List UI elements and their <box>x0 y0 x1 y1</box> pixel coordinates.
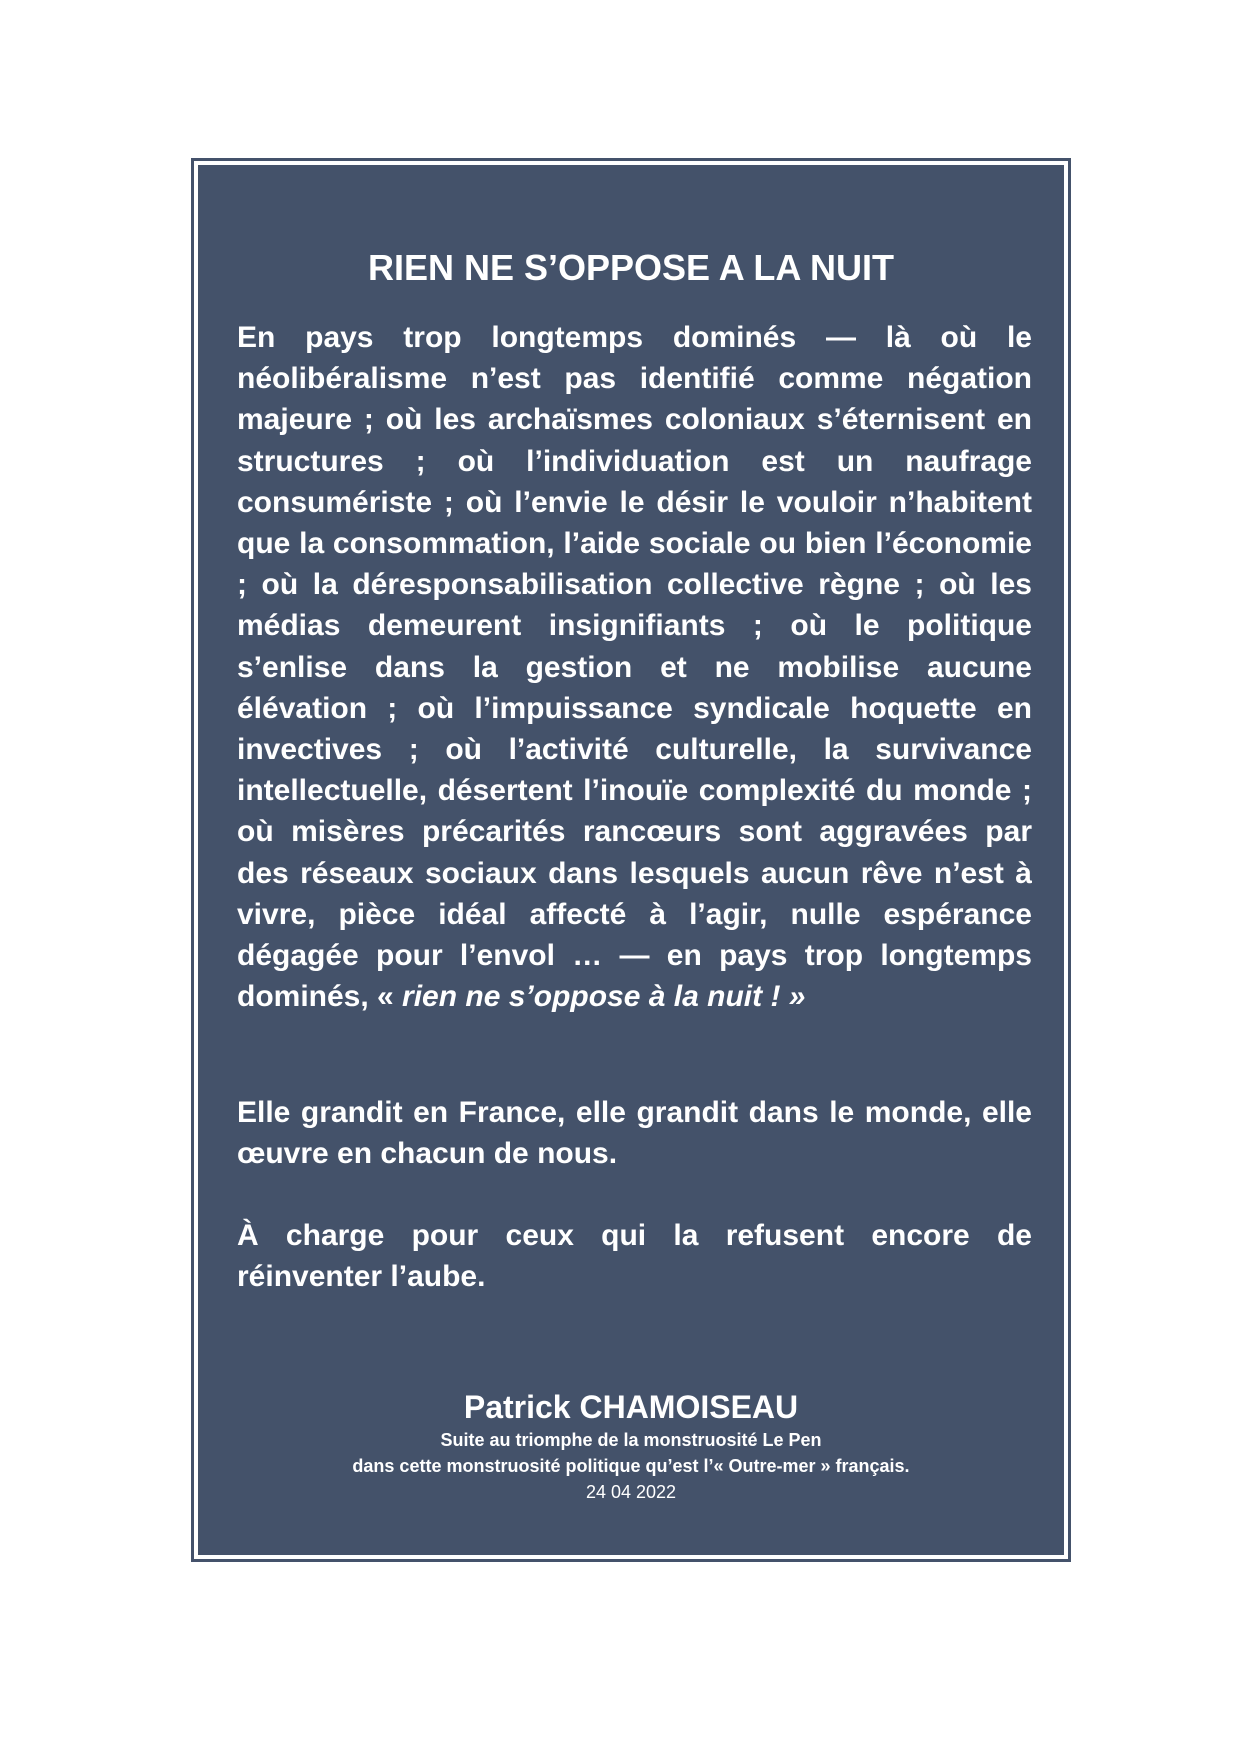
page-title: RIEN NE S’OPPOSE A LA NUIT <box>367 247 895 288</box>
note-line-1: Suite au triomphe de la monstruosité Le Pen <box>440 1430 822 1450</box>
paragraph-second: Elle grandit en France, elle grandit dans le monde, elle œuvre en chacun de nous. <box>237 1096 1032 1171</box>
signature-block <box>198 1387 1064 1505</box>
paragraph-main <box>237 317 1032 1017</box>
text-frame <box>191 158 1071 1562</box>
text-panel <box>198 165 1064 1555</box>
paragraph-main-text: En pays trop longtemps dominés — là où le néolibéralisme n’est pas identifié comme négation majeure ; où les archaïsmes coloniaux s’éternisent en structures ; où l’individuation est un naufrage consumériste ; où l’envie le désir le vouloir n’habitent que la consommation, l’aide sociale ou bien l’économie ; où la déresponsabilisation collective règne ; où les médias demeurent insignifiants ; où le politique s’enlise dans la gestion et ne mobilise aucune élévation ; où l’impuissance syndicale hoquette en invectives ; où l’activité culturelle, la survivance intellectuelle, désertent l’inouïe complexité du monde ; où misères précarités rancœurs sont aggravées par des réseaux sociaux dans lesquels aucun rêve n’est à vivre, pièce idéal affecté à l’agir, nulle espérance dégagée pour l’envol … — en pays trop longtemps dominés, « <box>237 321 1032 1014</box>
date: 24 04 2022 <box>585 1482 677 1502</box>
note-line-2: dans cette monstruosité politique qu’est l’« Outre-mer » français. <box>352 1456 910 1476</box>
paragraph-third: À charge pour ceux qui la refusent encore de réinventer l’aube. <box>237 1219 1032 1294</box>
author-name: Patrick CHAMOISEAU <box>463 1389 799 1425</box>
quote-text: rien ne s’oppose à la nuit ! » <box>402 980 806 1014</box>
